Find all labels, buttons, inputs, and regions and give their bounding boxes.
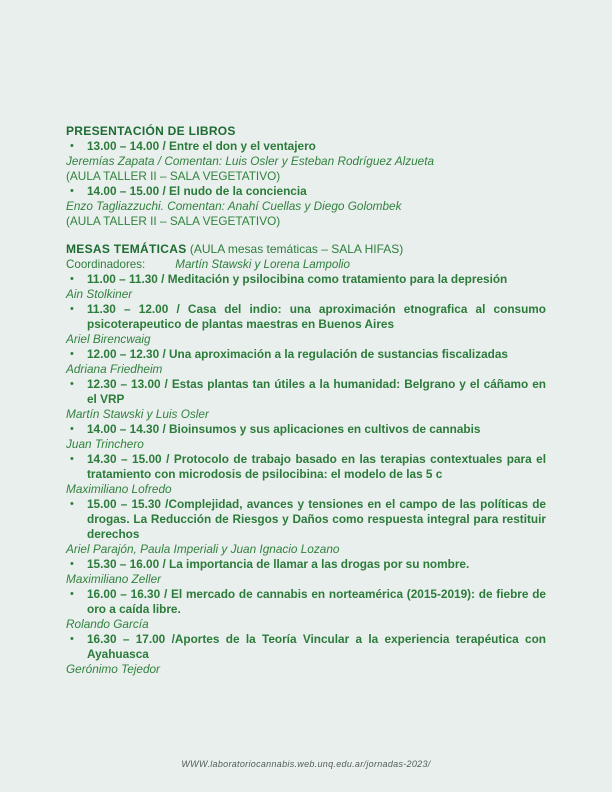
agenda-entry-text (87, 272, 507, 286)
agenda-item (66, 347, 546, 377)
agenda-time: 12.30 – 13.00 (87, 377, 161, 391)
footer-url[interactable]: WWW.laboratoriocannabis.web.unq.edu.ar/jornadas-2023/ (181, 759, 431, 769)
agenda-title: Protocolo de trabajo basado en las terapias contextuales para el tratamiento con microdosis de psilocibina: el modelo de las 5 c (87, 452, 546, 481)
agenda-item (66, 139, 546, 184)
bullet-icon: • (70, 558, 74, 570)
bullet-icon: • (70, 273, 74, 285)
agenda-title: La importancia de llamar a las drogas por su nombre. (169, 557, 470, 571)
agenda-separator: / (159, 184, 170, 198)
agenda-separator: / (159, 347, 170, 361)
agenda-item (66, 377, 546, 422)
agenda-title: Una aproximación a la regulación de sustancias fiscalizadas (169, 347, 508, 361)
agenda-entry-text (87, 302, 546, 331)
agenda-separator: / (161, 452, 174, 466)
agenda-title: Entre el don y el ventajero (169, 139, 316, 153)
agenda-item (66, 452, 546, 497)
agenda-speaker: Martín Stawski y Luis Osler (66, 407, 209, 421)
agenda-title: Casa del indio: una aproximación etnografica al consumo psicoterapeutico de plantas maestras en Buenos Aires (87, 302, 546, 331)
agenda-item (66, 557, 546, 587)
agenda-item (66, 184, 546, 229)
agenda-entry (66, 557, 546, 572)
bullet-icon: • (70, 140, 74, 152)
agenda-entry (66, 139, 546, 154)
agenda-entry-text (87, 139, 316, 153)
section-title: MESAS TEMÁTICAS (66, 242, 187, 256)
agenda-entry-text (87, 632, 546, 661)
agenda-item (66, 632, 546, 677)
agenda-speaker: Juan Trinchero (66, 437, 144, 451)
agenda-title: Meditación y psilocibina como tratamiento para la depresión (167, 272, 508, 286)
section-title: PRESENTACIÓN DE LIBROS (66, 124, 236, 138)
agenda-entry (66, 272, 546, 287)
agenda-time: 14.00 – 14.30 (87, 422, 160, 436)
agenda-time: 12.00 – 12.30 (87, 347, 160, 361)
agenda-separator: / (159, 422, 170, 436)
bullet-icon: • (70, 498, 74, 510)
agenda-title: El nudo de la conciencia (169, 184, 307, 198)
agenda-speaker: Maximiliano Lofredo (66, 482, 172, 496)
agenda-entry (66, 632, 546, 662)
agenda-entry (66, 377, 546, 407)
section-items (66, 139, 546, 229)
bullet-icon: • (70, 453, 74, 465)
agenda-separator: / (160, 377, 172, 391)
agenda-item (66, 422, 546, 452)
agenda-title: Estas plantas tan útiles a la humanidad: Belgrano y el cáñamo en el VRP (87, 377, 546, 406)
coordinators-names: Martín Stawski y Lorena Lampolio (175, 258, 350, 271)
agenda-item (66, 497, 546, 557)
coordinators-line (66, 257, 546, 272)
agenda-venue: (AULA TALLER II – SALA VEGETATIVO) (66, 214, 281, 228)
agenda-entry (66, 302, 546, 332)
agenda-time: 16.30 – 17.00 (87, 632, 166, 646)
agenda-entry-text (87, 452, 546, 481)
agenda-entry-text (87, 587, 546, 616)
agenda-time: 15.00 – 15.30 (87, 497, 161, 511)
agenda-title: El mercado de cannabis en norteamérica (2015-2019): de fiebre de oro a caída libre. (87, 587, 546, 616)
agenda-entry (66, 347, 546, 362)
agenda-separator: / (159, 557, 170, 571)
agenda-separator: / (160, 587, 172, 601)
program-section (66, 124, 546, 229)
agenda-entry-text (87, 497, 546, 541)
coordinators-label: Coordinadores: (66, 258, 146, 271)
agenda-speaker: Ariel Parajón, Paula Imperiali y Juan Ignacio Lozano (66, 542, 340, 556)
bullet-icon: • (70, 348, 74, 360)
agenda-entry-text (87, 184, 307, 198)
agenda-separator: / (159, 139, 170, 153)
agenda-separator: / (157, 272, 168, 286)
agenda-entry-text (87, 377, 546, 406)
agenda-entry-text (87, 347, 508, 361)
agenda-speaker: Maximiliano Zeller (66, 572, 162, 586)
agenda-time: 11.00 – 11.30 (87, 272, 158, 286)
bullet-icon: • (70, 378, 74, 390)
agenda-separator: / (168, 302, 188, 316)
agenda-entry (66, 452, 546, 482)
agenda-speaker: Gerónimo Tejedor (66, 662, 160, 676)
agenda-title: Complejidad, avances y tensiones en el campo de las políticas de drogas. La Reducción de Riesgos y Daños como respuesta integral para restituir derechos (87, 497, 546, 541)
agenda-separator: / (160, 497, 169, 511)
section-heading (66, 124, 546, 139)
bullet-icon: • (70, 303, 74, 315)
agenda-item (66, 302, 546, 347)
agenda-speaker: Rolando García (66, 617, 149, 631)
agenda-venue: (AULA TALLER II – SALA VEGETATIVO) (66, 169, 281, 183)
agenda-time: 15.30 – 16.00 (87, 557, 160, 571)
bullet-icon: • (70, 185, 74, 197)
agenda-time: 14.30 – 15.00 (87, 452, 162, 466)
agenda-title: Aportes de la Teoría Vincular a la experiencia terapéutica con Ayahuasca (87, 632, 546, 661)
agenda-entry (66, 497, 546, 542)
agenda-title: Bioinsumos y sus aplicaciones en cultivos de cannabis (169, 422, 481, 436)
bullet-icon: • (70, 588, 74, 600)
agenda-speaker: Adriana Friedheim (66, 362, 163, 376)
program-section (66, 242, 546, 677)
agenda-entry-text (87, 422, 480, 436)
agenda-time: 13.00 – 14.00 (87, 139, 160, 153)
bullet-icon: • (70, 633, 74, 645)
agenda-item (66, 587, 546, 632)
section-heading (66, 242, 546, 257)
agenda-time: 11.30 – 12.00 (87, 302, 169, 316)
agenda-time: 16.00 – 16.30 (87, 587, 161, 601)
agenda-item (66, 272, 546, 302)
agenda-time: 14.00 – 15.00 (87, 184, 160, 198)
agenda-speaker: Jeremías Zapata / Comentan: Luis Osler y Esteban Rodríguez Alzueta (66, 154, 435, 168)
agenda-speaker: Ain Stolkiner (66, 287, 133, 301)
agenda-entry (66, 184, 546, 199)
section-title-suffix: (AULA mesas temáticas – SALA HIFAS) (186, 242, 404, 256)
agenda-entry (66, 422, 546, 437)
agenda-speaker: Ariel Birencwaig (66, 332, 151, 346)
agenda-separator: / (165, 632, 175, 646)
agenda-entry (66, 587, 546, 617)
bullet-icon: • (70, 423, 74, 435)
agenda-speaker: Enzo Tagliazzuchi. Comentan: Anahí Cuellas y Diego Golombek (66, 199, 402, 213)
agenda-entry-text (87, 557, 469, 571)
section-items (66, 272, 546, 677)
program-content (66, 124, 546, 677)
